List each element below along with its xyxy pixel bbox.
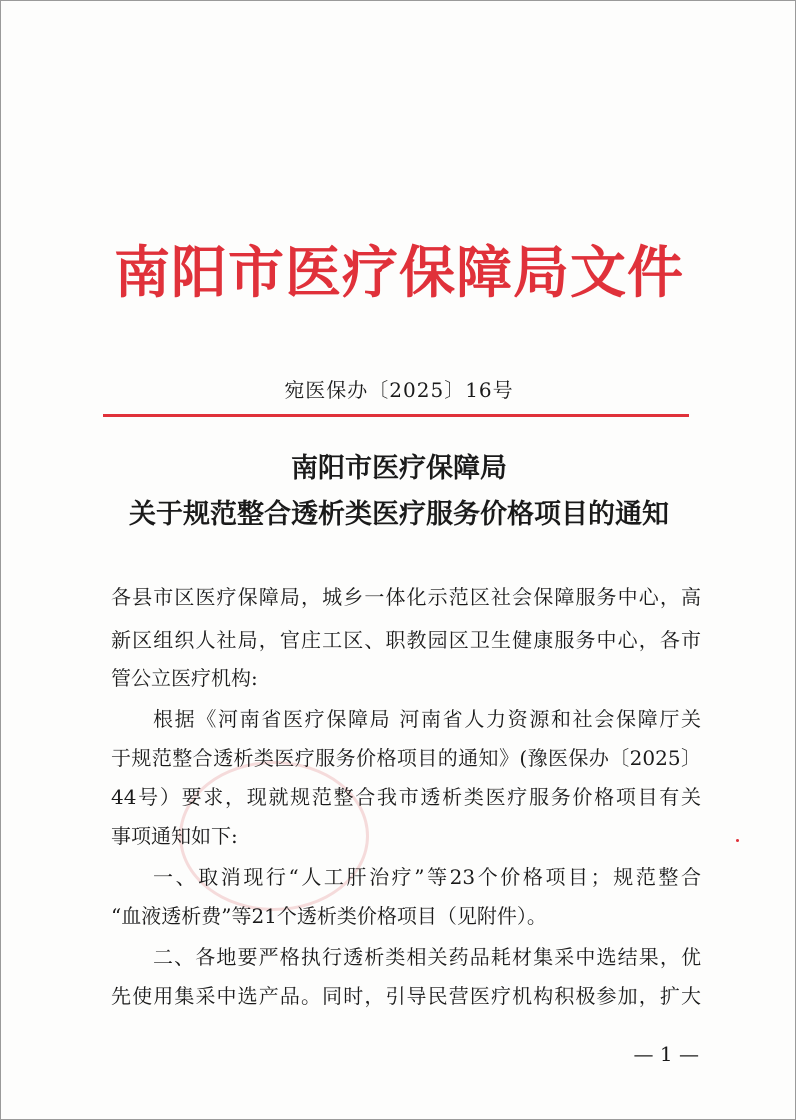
body-text-line: 新区组织人社局，官庄工区、职教园区卫生健康服务中心，各市	[111, 628, 701, 652]
body-text-line: 事项通知如下:	[111, 824, 238, 848]
red-separator-line	[103, 414, 689, 417]
body-text-line: 管公立医疗机构:	[111, 666, 258, 690]
scan-speck	[736, 839, 739, 842]
document-number: 宛医保办〔2025〕16号	[284, 378, 514, 402]
notice-title-line-2: 关于规范整合透析类医疗服务价格项目的通知	[129, 499, 669, 530]
body-text-line: 二、各地要严格执行透析类相关药品耗材集采中选结果，优	[153, 945, 701, 969]
body-text-line: 根据《河南省医疗保障局 河南省人力资源和社会保障厅关	[153, 707, 701, 731]
notice-title-line-1: 南阳市医疗保障局	[291, 453, 507, 484]
body-text-line: 先使用集采中选产品。同时，引导民营医疗机构积极参加，扩大	[111, 984, 701, 1008]
body-text-line: 一、取消现行“人工肝治疗”等23个价格项目；规范整合	[153, 865, 701, 889]
body-text-line: 44号）要求，现就规范整合我市透析类医疗服务价格项目有关	[111, 785, 701, 809]
page-number: — 1 —	[633, 1042, 699, 1066]
body-text-line: 各县市区医疗保障局，城乡一体化示范区社会保障服务中心，高	[111, 585, 701, 609]
issuer-header-title: 南阳市医疗保障局文件	[114, 241, 684, 306]
body-text-line: “血液透析费”等21个透析类价格项目（见附件）。	[111, 904, 547, 928]
body-text-line: 于规范整合透析类医疗服务价格项目的通知》(豫医保办〔2025〕	[111, 746, 701, 770]
